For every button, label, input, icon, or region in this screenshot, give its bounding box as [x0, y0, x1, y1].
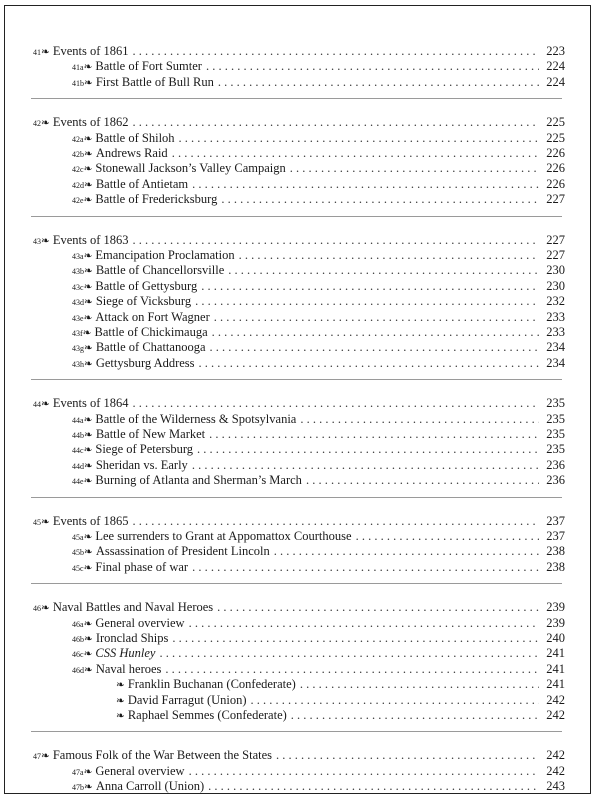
entry-number: 45c [72, 563, 84, 573]
dot-leader [300, 412, 539, 427]
dot-leader [251, 693, 539, 708]
entry-number: 44e [72, 477, 84, 487]
entry-title: Andrews Raid [95, 146, 168, 160]
entry-title: Naval Battles and Naval Heroes [52, 600, 214, 615]
entry-number: 41 [33, 48, 41, 57]
section-divider [31, 583, 562, 584]
ornament-icon: ❧ [84, 460, 93, 472]
entry-label [72, 75, 214, 91]
entry-title: Battle of Fredericksburg [95, 192, 218, 207]
entry-title: Battle of Gettysburg [95, 278, 198, 293]
entry-label [72, 340, 206, 356]
page-number: 230 [546, 278, 565, 293]
ornament-icon: ❧ [83, 618, 93, 630]
entry-label [72, 646, 155, 662]
dot-leader [133, 115, 540, 130]
subsection-row[interactable] [72, 248, 565, 263]
dot-leader [199, 356, 539, 371]
page-number: 240 [546, 631, 565, 645]
entry-number: 46b [72, 635, 84, 644]
subsection-row[interactable] [72, 560, 565, 575]
entry-label [72, 631, 168, 647]
page-number: 236 [546, 473, 565, 488]
page-number: 239 [546, 615, 565, 630]
ornament-icon: ❧ [83, 251, 93, 262]
entry-label [72, 177, 188, 193]
entry-title: Ironclad Ships [95, 631, 169, 645]
entry-label [72, 442, 193, 458]
dot-leader [189, 616, 539, 631]
entry-label [72, 146, 168, 162]
subsection-row[interactable] [72, 131, 565, 146]
page-number: 241 [546, 646, 565, 661]
ornament-icon: ❧ [41, 399, 50, 411]
page-number: 242 [546, 692, 565, 707]
page-number: 234 [546, 340, 565, 355]
ornament-icon: ❧ [116, 695, 125, 707]
ornament-icon: ❧ [84, 664, 93, 676]
page-number: 239 [546, 600, 565, 615]
entry-title: Stonewall Jackson’s Valley Campaign [95, 161, 286, 176]
ornament-icon: ❧ [116, 711, 125, 722]
dot-leader [192, 458, 539, 473]
entry-title: Raphael Semmes (Confederate) [127, 708, 287, 722]
entry-label [116, 693, 247, 709]
subsection-row[interactable] [72, 764, 565, 779]
ornament-icon: ❧ [84, 634, 93, 645]
page-number: 225 [546, 115, 565, 130]
entry-title: Battle of Chickimauga [94, 325, 208, 339]
page-number: 241 [546, 661, 565, 676]
dot-leader [274, 544, 539, 559]
entry-title: Naval heroes [95, 661, 162, 676]
entry-label [33, 396, 129, 412]
entry-label [72, 325, 208, 341]
page-number: 237 [546, 529, 565, 543]
entry-label [33, 44, 129, 60]
entry-title: Anna Carroll (Union) [95, 779, 205, 794]
entry-title: CSS Hunley [95, 646, 156, 661]
entry-title: Battle of the Wilderness & Spotsylvania [95, 411, 297, 426]
ornament-icon: ❧ [116, 680, 125, 692]
page-number: 235 [546, 427, 565, 441]
page-number: 226 [546, 161, 565, 176]
subsection-row[interactable] [72, 146, 565, 161]
entry-number: 41a [72, 63, 84, 73]
page-number: 226 [546, 176, 565, 191]
subsection-row[interactable] [72, 75, 565, 90]
subsection-row[interactable] [72, 529, 565, 544]
page-number: 225 [546, 130, 565, 145]
entry-title: Battle of Shiloh [95, 130, 175, 145]
page-number: 236 [546, 457, 565, 472]
entry-title: Battle of Chattanooga [95, 340, 206, 355]
section-divider [31, 379, 562, 380]
toc-page [4, 5, 591, 794]
subsection-row[interactable] [72, 779, 565, 794]
page-number: 226 [546, 146, 565, 160]
ornament-icon: ❧ [84, 149, 93, 160]
entry-label [72, 59, 202, 75]
dot-leader [218, 75, 539, 90]
entry-label [72, 356, 195, 372]
entry-number: 44c [72, 446, 84, 456]
entry-title: Events of 1864 [52, 396, 129, 411]
entry-number: 45b [72, 548, 84, 558]
page-number: 232 [546, 294, 565, 309]
ornament-icon: ❧ [41, 47, 50, 58]
chapter-heading-row[interactable] [33, 233, 565, 248]
entry-label [72, 616, 185, 632]
page-number: 224 [546, 74, 565, 89]
ornament-icon: ❧ [41, 118, 50, 130]
chapter-heading-row[interactable] [33, 396, 565, 411]
ornament-icon: ❧ [84, 77, 93, 89]
ornament-icon: ❧ [83, 414, 93, 426]
dot-leader [133, 44, 540, 59]
page-number: 233 [546, 309, 565, 324]
subsection-row[interactable] [72, 442, 565, 457]
entry-title: Events of 1862 [52, 115, 129, 130]
entry-number: 43b [72, 267, 84, 277]
entry-number: 47 [33, 752, 41, 762]
entry-number: 43d [72, 298, 84, 308]
dot-leader [133, 396, 540, 411]
page-number: 227 [546, 192, 565, 207]
ornament-icon: ❧ [84, 547, 93, 559]
entry-number: 43c [72, 282, 84, 292]
page-number: 235 [546, 442, 565, 457]
entry-number: 41b [72, 78, 84, 88]
dot-leader [189, 764, 539, 779]
page-number: 235 [546, 396, 565, 411]
entry-number: 46d [72, 665, 84, 675]
entry-title: Burning of Atlanta and Sherman’s March [95, 473, 302, 488]
entry-title: Events of 1865 [52, 513, 129, 528]
dot-leader [172, 146, 539, 161]
subsection-row[interactable] [72, 616, 565, 631]
entry-title: Sheridan vs. Early [95, 457, 188, 472]
dot-leader [306, 473, 539, 488]
entry-label [72, 427, 205, 443]
chapter-heading-row[interactable] [33, 514, 565, 529]
entry-label [72, 192, 217, 208]
subsection-row[interactable] [72, 279, 565, 294]
entry-title: Final phase of war [95, 559, 189, 574]
page-number: 234 [546, 355, 565, 370]
subsection-row[interactable] [72, 356, 565, 371]
dot-leader [276, 748, 539, 763]
ornament-icon: ❧ [83, 195, 93, 207]
subsection-row[interactable] [72, 631, 565, 646]
entry-number: 43e [72, 313, 84, 323]
entry-label [33, 233, 129, 249]
ornament-icon: ❧ [83, 281, 93, 293]
entry-title: General overview [95, 615, 185, 630]
entry-number: 47a [72, 767, 84, 777]
entry-label [72, 263, 224, 279]
entry-title: Emancipation Proclamation [95, 248, 235, 262]
ornament-icon: ❧ [83, 532, 93, 543]
page-number: 224 [546, 59, 565, 74]
entry-title: David Farragut (Union) [127, 692, 247, 707]
ornament-icon: ❧ [83, 766, 93, 778]
entry-number: 42 [33, 119, 41, 129]
ornament-icon: ❧ [83, 312, 93, 324]
ornament-icon: ❧ [83, 164, 93, 176]
dot-leader [217, 600, 539, 615]
ornament-icon: ❧ [84, 782, 93, 794]
entry-number: 42c [72, 165, 84, 175]
ornament-icon: ❧ [84, 179, 93, 191]
entry-title: Events of 1861 [52, 44, 129, 58]
ornament-icon: ❧ [83, 445, 93, 457]
page-number: 238 [546, 544, 565, 559]
subsection-row[interactable] [72, 263, 565, 278]
page-number: 241 [546, 677, 565, 692]
entry-number: 42a [72, 134, 84, 144]
entry-number: 45a [72, 533, 84, 542]
page-number: 242 [546, 708, 565, 722]
entry-number: 43h [72, 359, 84, 369]
dot-leader [192, 560, 539, 575]
ornament-icon: ❧ [84, 343, 93, 355]
entry-title: Franklin Buchanan (Confederate) [127, 677, 296, 692]
entry-label [72, 248, 235, 264]
ornament-icon: ❧ [83, 649, 93, 661]
entry-label [33, 748, 272, 764]
subsection-row[interactable] [72, 458, 565, 473]
dot-leader [210, 340, 539, 355]
entry-label [72, 662, 161, 678]
chapter-heading-row[interactable] [33, 44, 565, 59]
entry-label [72, 294, 191, 310]
dot-leader [197, 442, 539, 457]
entry-title: Lee surrenders to Grant at Appomattox Courthouse [95, 529, 352, 543]
entry-number: 46a [72, 619, 84, 629]
dot-leader [195, 294, 539, 309]
page-number: 235 [546, 411, 565, 426]
dot-leader [291, 708, 539, 723]
dot-leader [214, 310, 539, 325]
chapter-heading-row[interactable] [33, 600, 565, 615]
entry-label [33, 600, 213, 616]
page-number: 227 [546, 232, 565, 247]
section-divider [31, 216, 562, 217]
subsection-row[interactable] [72, 412, 565, 427]
entry-number: 43f [72, 329, 83, 338]
entry-number: 44a [72, 415, 84, 425]
dot-leader [192, 177, 539, 192]
dot-leader [179, 131, 539, 146]
entry-label [33, 115, 129, 131]
entry-number: 47b [72, 783, 84, 793]
dot-leader [159, 646, 539, 661]
subsection-row[interactable] [72, 473, 565, 488]
ornament-icon: ❧ [84, 297, 93, 309]
entry-label [72, 544, 270, 560]
subsection-row[interactable] [72, 294, 565, 309]
dot-leader [206, 59, 539, 74]
page-number: 242 [546, 763, 565, 778]
entry-number: 45 [33, 517, 41, 527]
dot-leader [290, 161, 539, 176]
subsection-row[interactable] [72, 59, 565, 74]
subsection-row[interactable] [72, 192, 565, 207]
entry-title: Siege of Petersburg [95, 442, 194, 457]
entry-title: Siege of Vicksburg [95, 294, 192, 309]
entry-number: 44d [72, 461, 84, 471]
entry-label [72, 764, 185, 780]
section-divider [31, 497, 562, 498]
entry-title: Battle of Chancellorsville [95, 263, 225, 278]
entry-label [33, 514, 129, 530]
subsubsection-row[interactable] [116, 677, 565, 692]
entry-label [72, 279, 197, 295]
entry-label [72, 779, 204, 795]
section-divider [31, 98, 562, 99]
subsubsection-row[interactable] [116, 708, 565, 723]
ornament-icon: ❧ [83, 133, 93, 145]
subsection-row[interactable] [72, 310, 565, 325]
dot-leader [133, 514, 540, 529]
entry-title: Battle of Fort Sumter [95, 59, 202, 74]
entry-title: Gettysburg Address [95, 355, 195, 370]
subsubsection-row[interactable] [116, 693, 565, 708]
ornament-icon: ❧ [83, 476, 93, 488]
subsection-row[interactable] [72, 325, 565, 340]
entry-number: 44b [72, 431, 84, 440]
dot-leader [201, 279, 539, 294]
entry-label [72, 310, 210, 326]
ornament-icon: ❧ [41, 516, 50, 528]
entry-label [72, 161, 286, 177]
page-number: 243 [546, 779, 565, 794]
entry-title: Assassination of President Lincoln [95, 544, 270, 559]
section-divider [31, 731, 562, 732]
ornament-icon: ❧ [41, 603, 50, 615]
entry-number: 44 [33, 400, 41, 410]
page-number: 233 [546, 325, 565, 339]
ornament-icon: ❧ [84, 358, 93, 370]
subsection-row[interactable] [72, 427, 565, 442]
entry-title: General overview [95, 763, 185, 778]
entry-label [72, 473, 302, 489]
entry-title: Events of 1863 [52, 232, 129, 247]
dot-leader [356, 529, 539, 544]
entry-label [72, 131, 175, 147]
dot-leader [228, 263, 539, 278]
page-number: 227 [546, 248, 565, 262]
chapter-heading-row[interactable] [33, 115, 565, 130]
entry-number: 42e [72, 196, 84, 206]
dot-leader [239, 248, 539, 263]
chapter-heading-row[interactable] [33, 748, 565, 763]
entry-title: Famous Folk of the War Between the States [52, 748, 273, 763]
ornament-icon: ❧ [41, 235, 50, 247]
entry-number: 42d [72, 180, 84, 190]
entry-label [116, 708, 287, 724]
entry-number: 43 [33, 236, 41, 246]
entry-number: 46 [33, 604, 41, 614]
entry-title: Attack on Fort Wagner [95, 309, 210, 324]
subsection-row[interactable] [72, 161, 565, 176]
entry-label [72, 458, 188, 474]
page-number: 237 [546, 513, 565, 528]
entry-number: 42b [72, 150, 84, 159]
entry-label [72, 529, 352, 545]
page-number: 223 [546, 44, 565, 58]
page-number: 238 [546, 559, 565, 574]
ornament-icon: ❧ [84, 430, 93, 441]
dot-leader [300, 677, 539, 692]
dot-leader [165, 662, 539, 677]
dot-leader [133, 233, 540, 248]
entry-number: 46c [72, 650, 84, 660]
ornament-icon: ❧ [41, 751, 50, 763]
dot-leader [212, 325, 539, 340]
dot-leader [221, 192, 539, 207]
subsection-row[interactable] [72, 544, 565, 559]
subsection-row[interactable] [72, 340, 565, 355]
entry-number: 43g [72, 344, 84, 354]
entry-label [116, 677, 296, 693]
entry-label [72, 412, 296, 428]
ornament-icon: ❧ [82, 328, 92, 339]
ornament-icon: ❧ [84, 266, 93, 278]
entry-title: Battle of New Market [95, 427, 206, 441]
subsection-row[interactable] [72, 177, 565, 192]
entry-number: 43a [72, 252, 84, 261]
page-number: 242 [546, 748, 565, 763]
ornament-icon: ❧ [83, 62, 93, 74]
dot-leader [209, 427, 539, 442]
entry-title: Battle of Antietam [95, 176, 189, 191]
ornament-icon: ❧ [83, 562, 93, 574]
subsection-row[interactable] [72, 662, 565, 677]
dot-leader [208, 779, 539, 794]
subsection-row[interactable] [72, 646, 565, 661]
dot-leader [172, 631, 539, 646]
entry-label [72, 560, 188, 576]
page-number: 230 [546, 263, 565, 278]
entry-title: First Battle of Bull Run [95, 74, 214, 89]
